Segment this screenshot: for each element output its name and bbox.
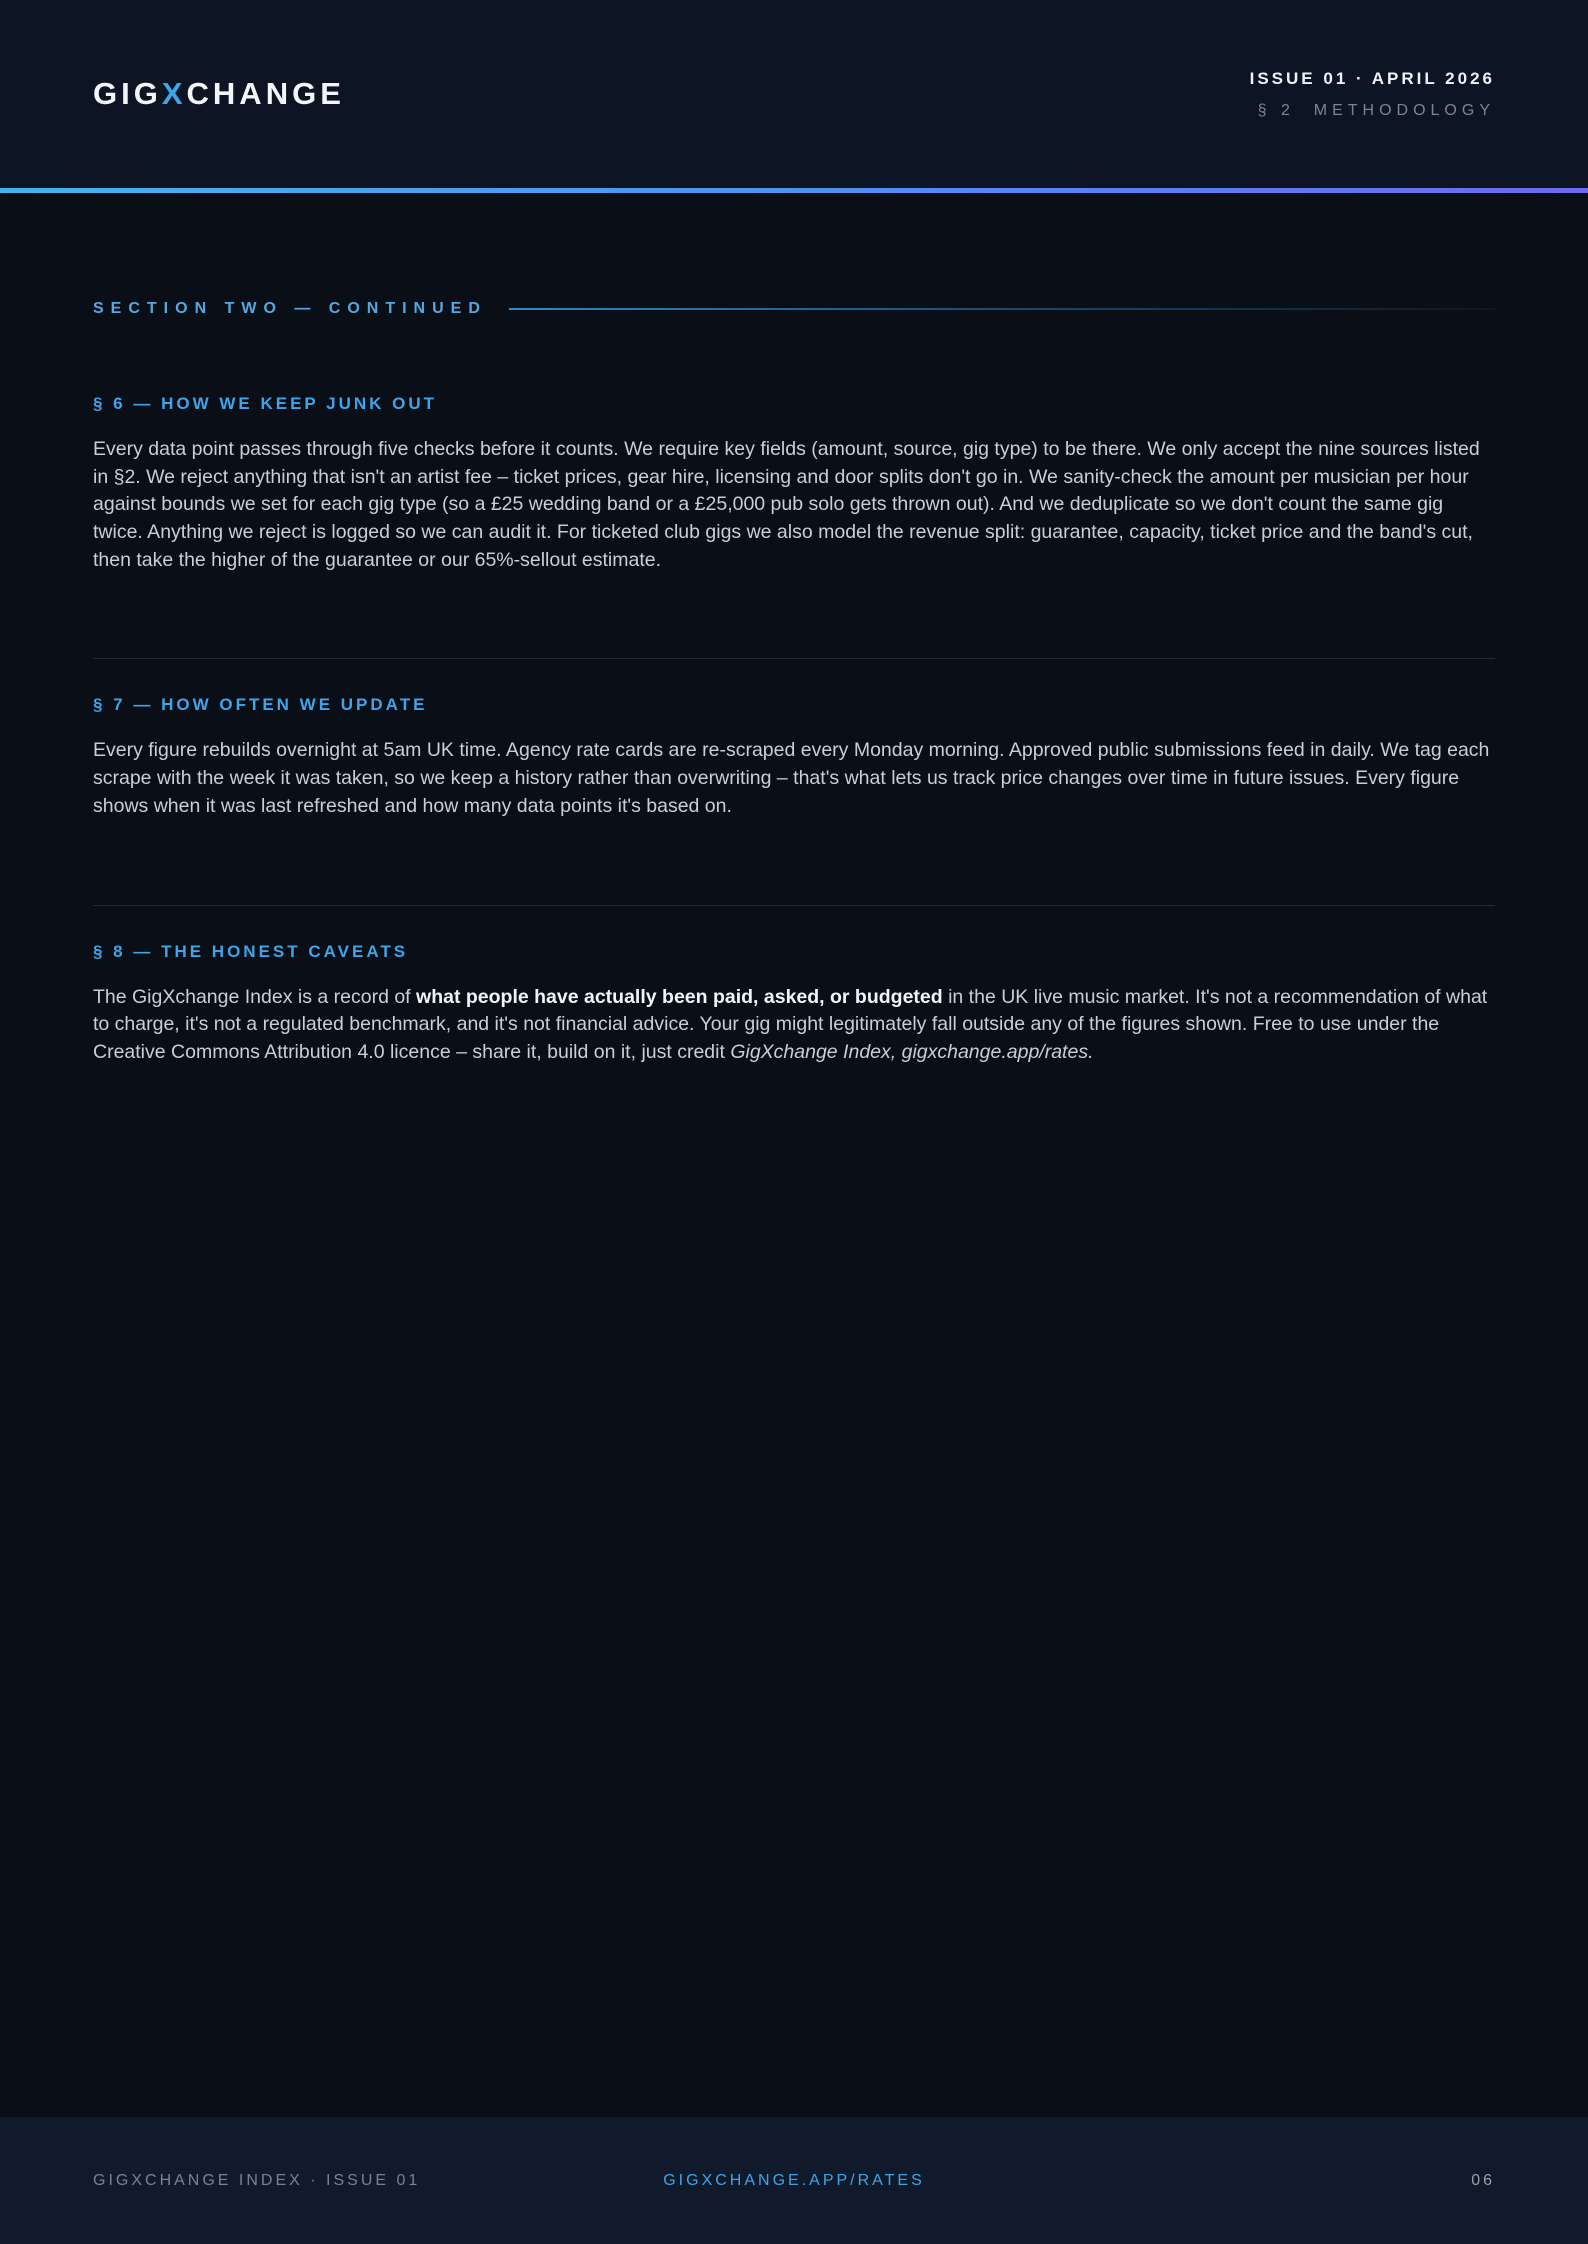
section-8-body: [93, 984, 1495, 1067]
section-continued-label: SECTION TWO — CONTINUED: [93, 300, 487, 317]
section-8-credit-phrase: GigXchange Index, gigxchange.app/rates.: [730, 1040, 1094, 1063]
section-divider: [93, 658, 1495, 659]
section-8-heading: § 8 — THE HONEST CAVEATS: [93, 941, 409, 961]
page-footer: [0, 2117, 1588, 2244]
methodology-label: § 2 METHODOLOGY: [1257, 101, 1495, 119]
section-7: [93, 695, 1495, 820]
page-header: [0, 0, 1588, 193]
section-6-heading: § 6 — HOW WE KEEP JUNK OUT: [93, 394, 438, 413]
issue-label: ISSUE 01 · APRIL 2026: [1249, 68, 1495, 88]
section-8-body-text: The GigXchange Index is a record of: [93, 985, 417, 1008]
section-6: [93, 394, 1495, 574]
brand-logo-accent: X: [161, 76, 187, 111]
brand-logo: [93, 76, 345, 112]
masthead-meta: [1250, 69, 1495, 120]
section-6-body: Every data point passes through five checks before it counts. We require key fields (amount, source, gig type) to be there. We only accept the nine sources listed in §2. We reject anything that isn't an artist fee – ticket prices, gear hire, licensing and door splits don't go in. We sanity-check the amount per musician per hour against bounds we set for each gig type (so a £25 wedding band or a £25,000 pub solo gets thrown out). And we deduplicate so we don't count the same gig twice. Anything we reject is logged so we can audit it. For ticketed club gigs we also model the revenue split: guarantee, capacity, ticket price and the band's cut, then take the higher of the guarantee or our 65%-sellout estimate.: [93, 438, 1480, 571]
section-7-body: Every figure rebuilds overnight at 5am UK time. Agency rate cards are re-scraped every Monday morning. Approved public submissions feed in daily. We tag each scrape with the week it was taken, so we keep a history rather than overwriting – that's what lets us track price changes over time in future issues. Every figure shows when it was last refreshed and how many data points it's based on.: [93, 739, 1490, 817]
section-rule-line: [509, 308, 1495, 310]
brand-logo-pre: GIG: [93, 76, 162, 111]
brand-logo-post: CHANGE: [186, 76, 345, 111]
section-8-bold-phrase: what people have actually been paid, asked, or budgeted: [416, 985, 943, 1008]
main-content: [0, 300, 1588, 1067]
footer-page-number: 06: [1471, 2171, 1495, 2189]
footer-rates-link[interactable]: GIGXCHANGE.APP/RATES: [663, 2171, 925, 2189]
section-continued-header: [93, 300, 1495, 318]
section-7-heading: § 7 — HOW OFTEN WE UPDATE: [93, 695, 428, 715]
section-divider: [93, 905, 1495, 906]
section-8: [93, 942, 1495, 1067]
footer-issue-label: GIGXCHANGE INDEX · ISSUE 01: [93, 2171, 421, 2189]
section-8-body-text: in the UK live music market. It's not a recommendation of what to charge, it's not a regulated benchmark, and it's not financial advice. Your gig might legitimately fall outside any of the figures shown. Free to use under the Creative Commons Attribution 4.0 licence – share it, build on it, just credit: [93, 985, 1488, 1063]
